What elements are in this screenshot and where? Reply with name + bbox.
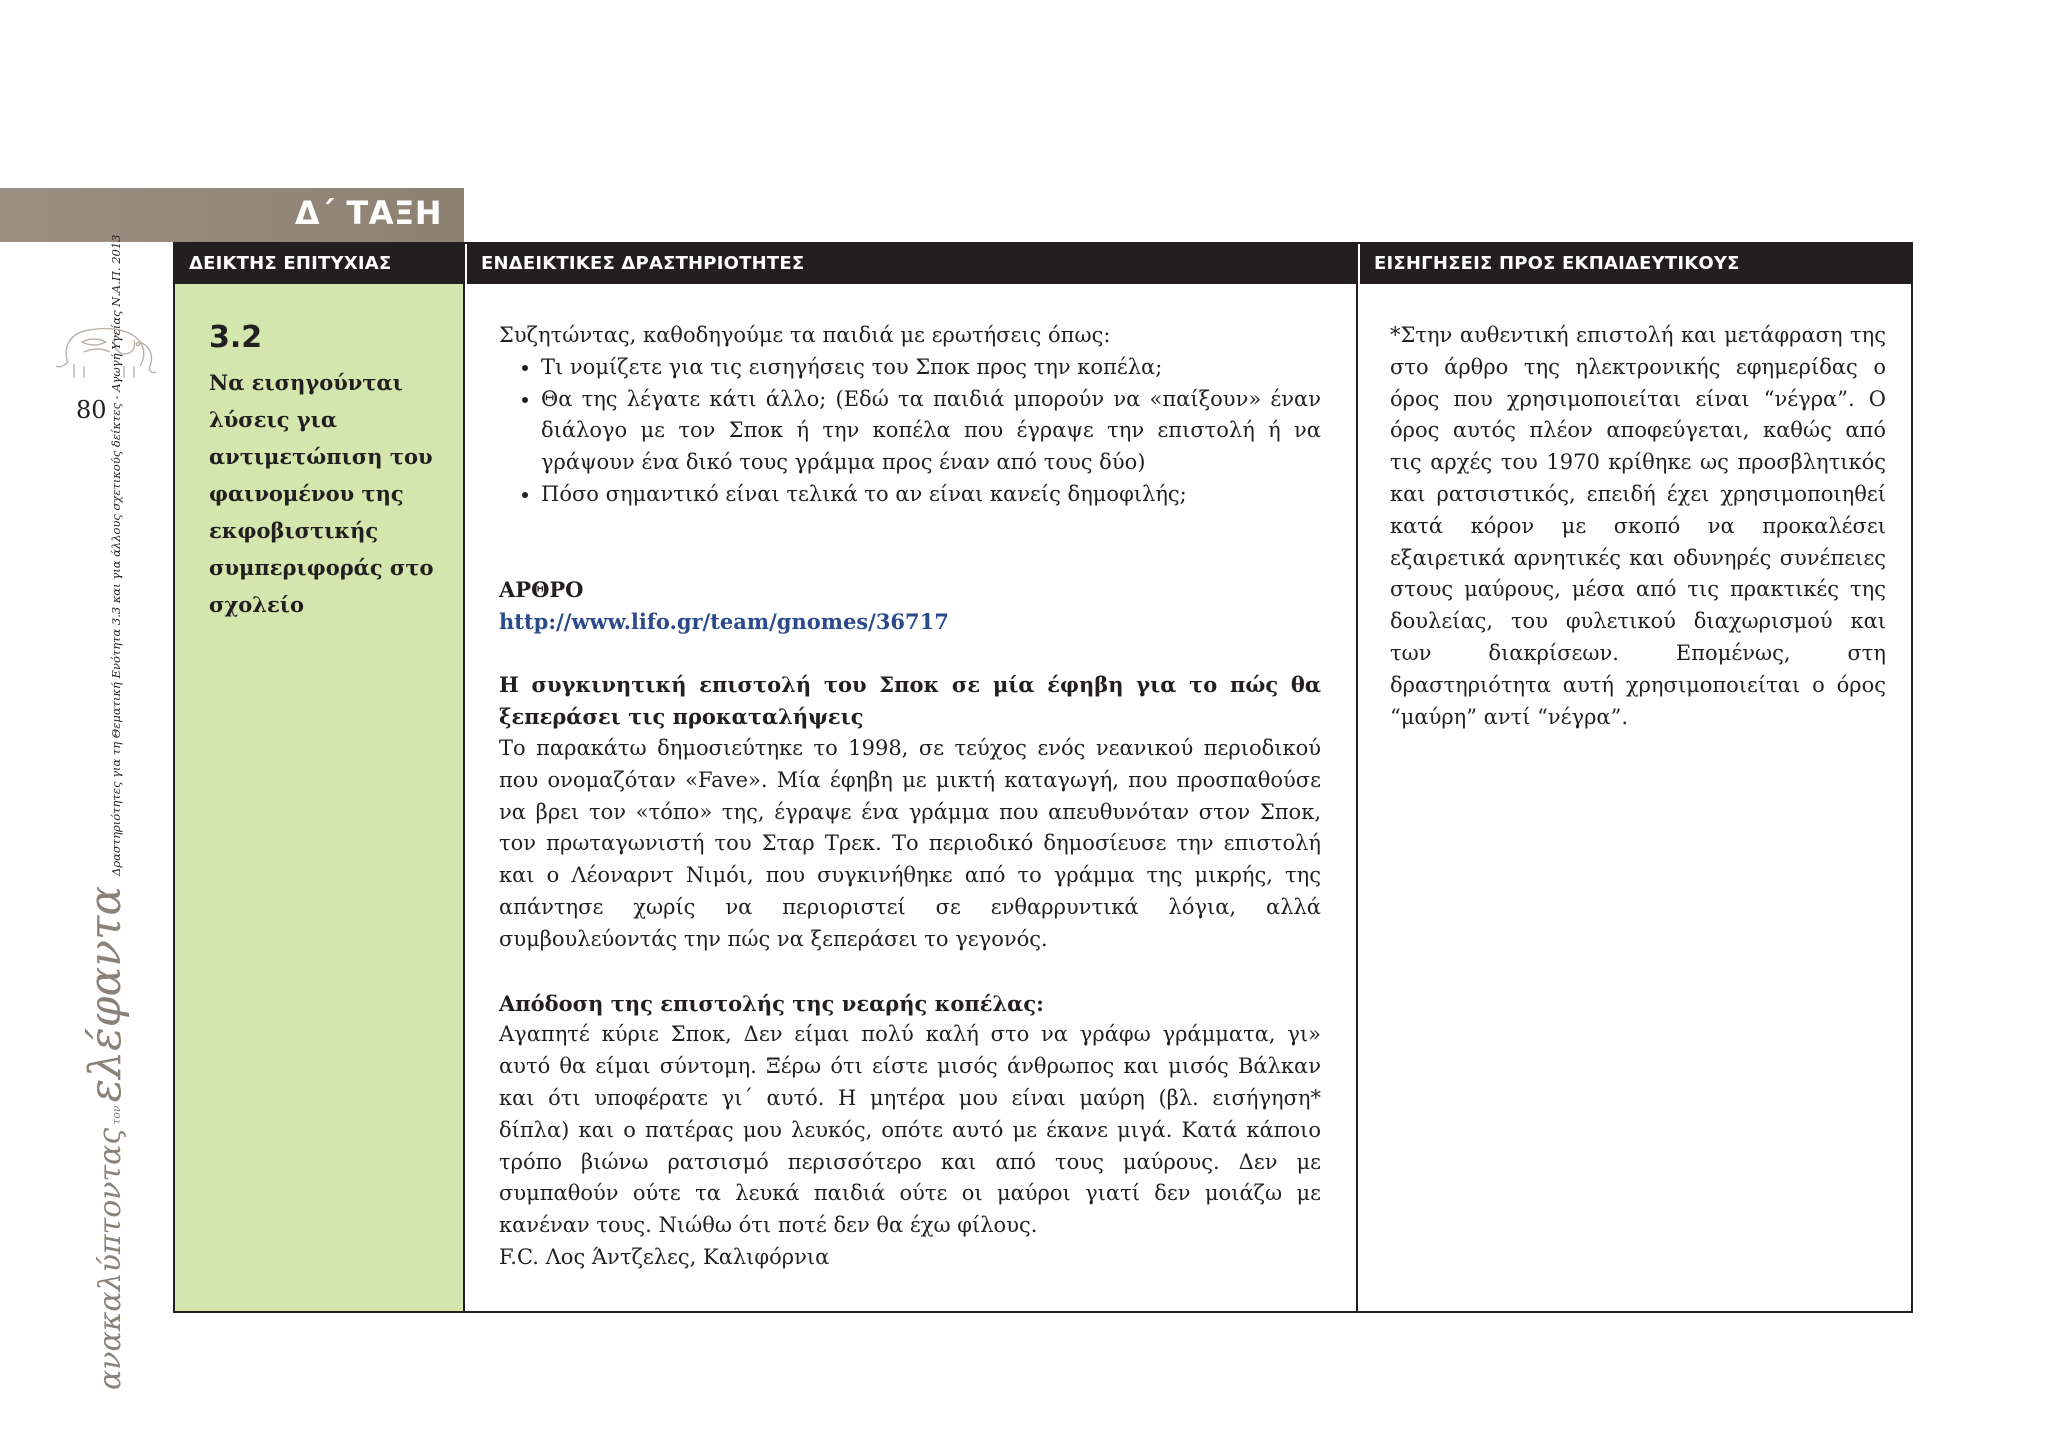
indicator-text: Να εισηγούνται λύσεις για αντιμετώπιση του φαινομένου της εκφοβιστικής συμπεριφοράς στο σχολείο [209, 370, 434, 617]
suggestions-cell [1358, 284, 1911, 1311]
column-header-suggestions: ΕΙΣΗΓΗΣΕΙΣ ΠΡΟΣ ΕΚΠΑΙΔΕΥΤΙΚΟΥΣ [1358, 244, 1913, 284]
running-text: Δραστηριότητες για τη Θεματική Ενότητα 3.3 και για άλλους σχετικούς δείκτες - Αγωγή Υγείας Ν.Α.Π. 2013 [109, 234, 123, 876]
activities-content [499, 320, 1321, 1274]
curriculum-table [173, 242, 1913, 1313]
letter-title: Η συγκινητική επιστολή του Σποκ σε μία έφηβη για το πώς θα ξεπεράσει τις προκαταλήψεις [499, 672, 1321, 730]
translation-text: Αγαπητέ κύριε Σποκ, Δεν είμαι πολύ καλή στο να γράφω γράμματα, γι» αυτό θα είμαι σύντομη. Ξέρω ότι είστε μισός άνθρωπος και μισός Βάλκαν και ότι υποφέρατε γι΄ αυτό. Η μητέρα μου είναι μαύρη (βλ. εισήγηση* δίπλα) και ο πατέρας μου λευκός, οπότε αυτό με έκανε μιγά. Κατά κάποιο τρόπο βιώνω ρατσισμό περισσότερο και από τους μαύρους. Δεν με συμπαθούν ούτε τα λευκά παιδιά ούτε οι μαύροι γιατί δεν μοιάζω με κανέναν τους. Νιώθω ότι ποτέ δεν θα έχω φίλους. [499, 1022, 1321, 1238]
article-link[interactable]: http://www.lifo.gr/team/gnomes/36717 [499, 608, 949, 634]
indicator-number: 3.2 [209, 320, 263, 355]
question-list [499, 352, 1321, 511]
question-item: • Τι νομίζετε για τις εισηγήσεις του Σποκ προς την κοπέλα; [541, 352, 1321, 384]
question-item: • Πόσο σημαντικό είναι τελικά το αν είναι κανείς δημοφιλής; [541, 479, 1321, 511]
brand-word-1: ανακαλύπτοντας [93, 1127, 128, 1390]
column-header-indicator: ΔΕΙΚΤΗΣ ΕΠΙΤΥΧΙΑΣ [189, 253, 392, 274]
letter-intro: Το παρακάτω δημοσιεύτηκε το 1998, σε τεύχος ενός νεανικού περιοδικού που ονομαζόταν «Fave». Μία έφηβη με μικτή καταγωγή, που προσπαθούσε να βρει τον «τόπο» της, έγραψε ένα γράμμα που απευθυνόταν στον Σποκ, τον πρωταγωνιστή του Σταρ Τρεκ. Το περιοδικό δημοσίευσε την επιστολή και ο Λέοναρντ Νιμόι, που συγκινήθηκε από το γράμμα της μικρής, της απάντησε χωρίς να περιοριστεί σε ενθαρρυντικά λόγια, αλλά συμβουλεύοντάς την πώς να ξεπεράσει το γεγονός. [499, 735, 1321, 951]
activities-intro: Συζητώντας, καθοδηγούμε τα παιδιά με ερωτήσεις όπως: [499, 323, 1111, 347]
brand-word-3: ελέφαντα [80, 885, 131, 1103]
suggestions-text: *Στην αυθεντική επιστολή και μετάφραση της στο άρθρο της ηλεκτρονικής εφημερίδας ο όρος που χρησιμοποιείται είναι “νέγρα”. Ο όρος αυτός πλέον αποφεύγεται, καθώς από τις αρχές του 1970 κρίθηκε ως προσβλητικός και ρατσιστικός, επειδή έχει χρησιμοποιηθεί κατά κόρον με σκοπό να προκαλέσει εξαιρετικά αρνητικές και οδυνηρές συνέπειες στους μαύρους, μέσα από τις πρακτικές της δουλείας, του φυλετικού διαχωρισμού και των διακρίσεων. Επομένως, στη δραστηριότητα αυτή χρησιμοποιείται ο όρος “μαύρη” αντί “νέγρα”. [1390, 323, 1886, 729]
elephant-icon [54, 318, 158, 380]
grade-label: Δ΄ ΤΑΞΗ [294, 194, 442, 232]
brand-word-2: τον [110, 1105, 123, 1125]
letter-signature: F.C. Λος Άντζελες, Καλιφόρνια [499, 1244, 830, 1269]
column-header-activities: ΕΝΔΕΙΚΤΙΚΕΣ ΔΡΑΣΤΗΡΙΟΤΗΤΕΣ [465, 244, 1358, 284]
article-label: ΑΡΘΡΟ [499, 576, 584, 602]
grade-tab [0, 188, 464, 242]
page-number: 80 [76, 396, 107, 424]
indicator-cell [175, 284, 465, 1311]
question-item: • Θα της λέγατε κάτι άλλο; (Εδώ τα παιδιά μπορούν να «παίξουν» έναν διάλογο με τον Σποκ ή την κοπέλα που έγραψε την επιστολή ή να γράψουν ένα δικό τους γράμμα προς έναν από τους δύο) [541, 384, 1321, 479]
translation-title: Απόδοση της επιστολής της νεαρής κοπέλας: [499, 990, 1044, 1016]
table-header [175, 244, 1911, 284]
activities-cell [465, 284, 1358, 1311]
